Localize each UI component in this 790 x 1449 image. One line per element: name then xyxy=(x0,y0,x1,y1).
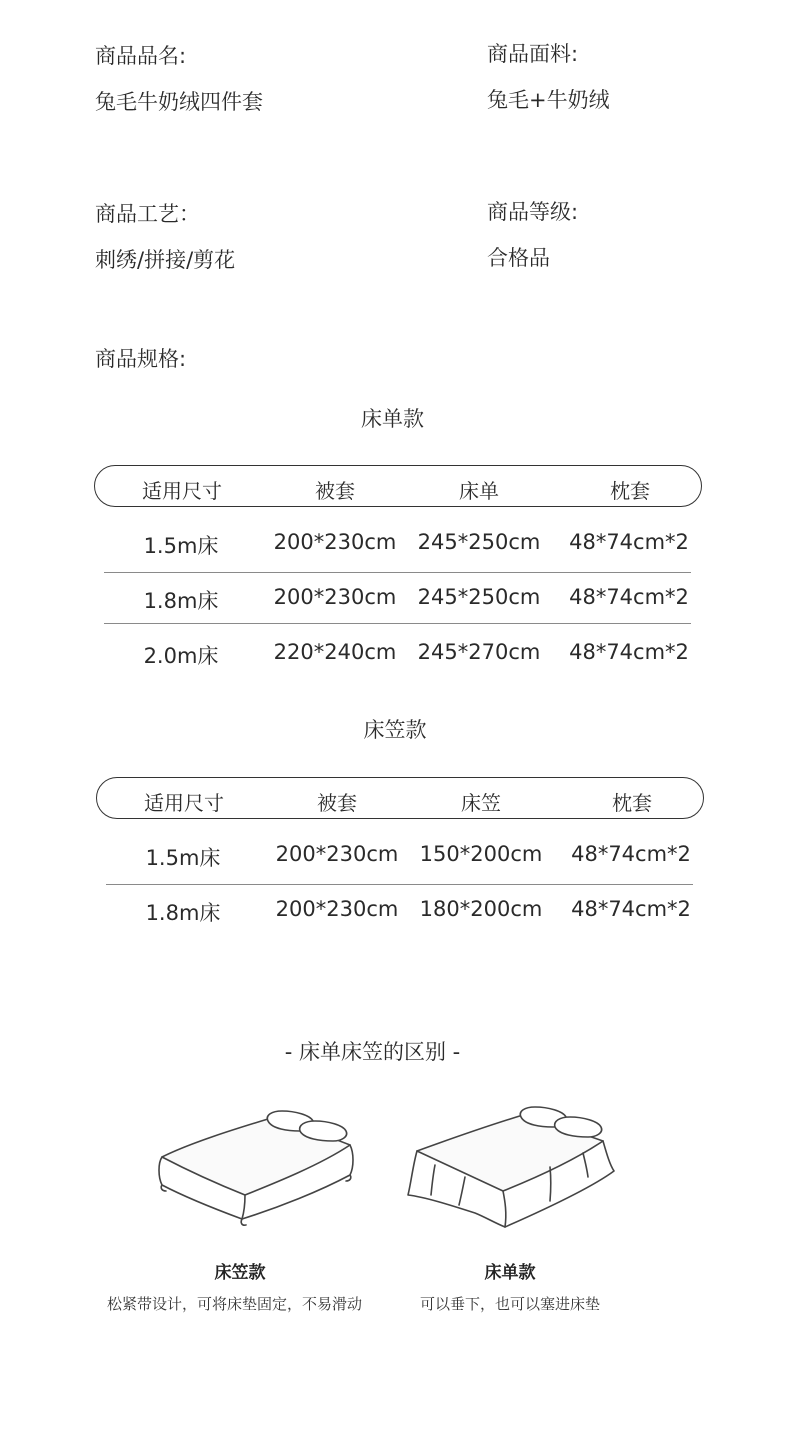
flat-row1-duvet: 200*230cm xyxy=(273,530,397,554)
flat-row3-size: 2.0m床 xyxy=(143,644,219,668)
fitted-row1-fitted: 150*200cm xyxy=(419,842,543,866)
fitted-row2-duvet: 200*230cm xyxy=(275,897,399,921)
fitted-row2-fitted: 180*200cm xyxy=(419,897,543,921)
fitted-description: 松紧带设计，可将床垫固定，不易滑动 xyxy=(107,1295,363,1313)
spec-label: 商品规格: xyxy=(95,347,187,371)
flat-header-sheet: 床单 xyxy=(459,479,499,503)
fitted-row1-size: 1.5m床 xyxy=(145,846,221,870)
fitted-row2-size: 1.8m床 xyxy=(145,901,221,925)
flat-row1-pillow: 48*74cm*2 xyxy=(569,530,689,554)
grade-value: 合格品 xyxy=(487,246,550,270)
flat-header-size: 适用尺寸 xyxy=(142,479,222,503)
craft-value: 刺绣/拼接/剪花 xyxy=(95,248,236,272)
flat-row-divider xyxy=(104,572,691,573)
fitted-header-fitted: 床笠 xyxy=(461,791,501,815)
fitted-row1-duvet: 200*230cm xyxy=(275,842,399,866)
flat-caption: 床单款 xyxy=(484,1263,536,1283)
flat-row1-sheet: 245*250cm xyxy=(417,530,541,554)
flat-description: 可以垂下，也可以塞进床垫 xyxy=(420,1295,601,1313)
craft-label: 商品工艺： xyxy=(95,202,200,226)
fitted-header-pillow: 枕套 xyxy=(612,791,652,815)
fitted-sheet-bed-illustration xyxy=(150,1105,365,1230)
flat-row2-sheet: 245*250cm xyxy=(417,585,541,609)
flat-row1-size: 1.5m床 xyxy=(143,534,219,558)
flat-row2-pillow: 48*74cm*2 xyxy=(569,585,689,609)
flat-row3-pillow: 48*74cm*2 xyxy=(569,640,689,664)
fabric-label: 商品面料: xyxy=(487,42,579,66)
fitted-row-divider xyxy=(106,884,693,885)
fitted-row1-pillow: 48*74cm*2 xyxy=(571,842,691,866)
fitted-caption: 床笠款 xyxy=(214,1263,266,1283)
difference-title: - 床单床笠的区别 - xyxy=(284,1040,461,1064)
flat-row2-duvet: 200*230cm xyxy=(273,585,397,609)
product-name-label: 商品品名: xyxy=(95,44,187,68)
flat-row-divider xyxy=(104,623,691,624)
flat-header-duvet: 被套 xyxy=(315,479,355,503)
fitted-header-duvet: 被套 xyxy=(317,791,357,815)
flat-row3-sheet: 245*270cm xyxy=(417,640,541,664)
flat-header-pillow: 枕套 xyxy=(610,479,650,503)
flat-table-title: 床单款 xyxy=(361,407,424,431)
grade-label: 商品等级: xyxy=(487,200,579,224)
flat-row3-duvet: 220*240cm xyxy=(273,640,397,664)
flat-sheet-bed-illustration xyxy=(405,1105,620,1235)
fitted-table-title: 床笠款 xyxy=(363,718,427,742)
fabric-value: 兔毛+牛奶绒 xyxy=(487,88,610,112)
product-name-value: 兔毛牛奶绒四件套 xyxy=(95,90,263,114)
fitted-row2-pillow: 48*74cm*2 xyxy=(571,897,691,921)
flat-row2-size: 1.8m床 xyxy=(143,589,219,613)
fitted-header-size: 适用尺寸 xyxy=(144,791,224,815)
